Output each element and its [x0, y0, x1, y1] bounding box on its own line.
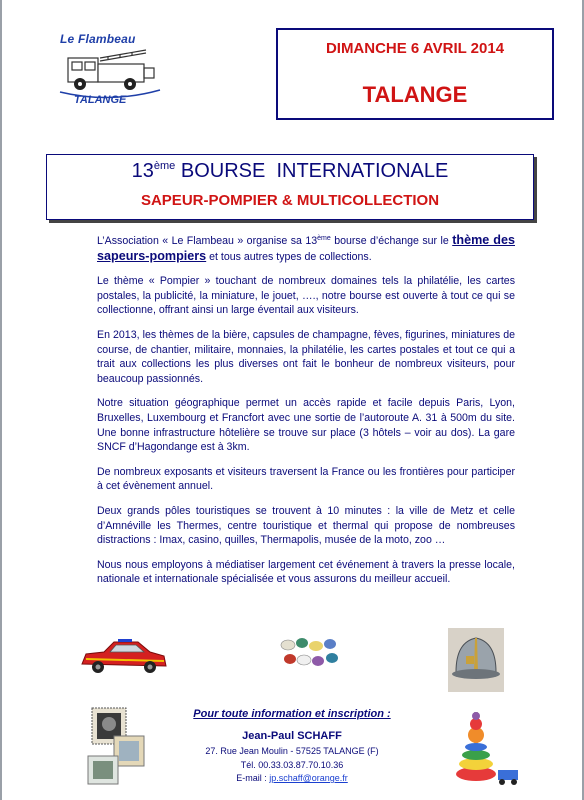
- intro-part-2: bourse d’échange sur le: [330, 235, 453, 247]
- paragraph-media: Nous nous employons à médiatiser largement cet événement à travers la presse locale, nationale et internationale spécialisée et vous assurons du meilleur accueil.: [97, 558, 515, 586]
- logo-top-text: Le Flambeau: [60, 32, 136, 46]
- page-edge-left: [0, 0, 2, 800]
- collectible-feves-icon: [276, 633, 346, 673]
- contact-address: 27. Rue Jean Moulin - 57525 TALANGE (F): [205, 746, 379, 756]
- title-box: [46, 154, 534, 220]
- logo-bottom-text: TALANGE: [74, 94, 127, 106]
- title-superscript: ème: [153, 160, 176, 172]
- intro-part-3: et tous autres types de collections.: [206, 250, 372, 263]
- red-fire-car-model-icon: [78, 634, 170, 678]
- flambeau-logo: [50, 30, 168, 112]
- event-date-box: [276, 28, 554, 120]
- page-title: [47, 160, 533, 183]
- title-rest: BOURSE INTERNATIONALE: [175, 160, 449, 182]
- contact-heading: Pour toute information et inscription :: [193, 708, 391, 720]
- intro-theme: thème des sapeurs-pompiers: [97, 233, 515, 263]
- paragraph-location: Notre situation géographique permet un accès rapide et facile depuis Paris, Lyon, Bruxelles, Luxembourg et Francfort avec une sortie de l’autoroute A. 31 à 500m du site. Une bonne infrastructure hôtelière se trouve sur place (3 hôtels – voir au dos). La gare SNCF d’Hagondange est à 3km.: [97, 397, 515, 454]
- paragraph-exhibitors: De nombreux exposants et visiteurs traversent la France ou les frontières pour participer à cet évènement annuel.: [97, 465, 515, 493]
- fire-helmet-icon: [448, 628, 504, 692]
- title-number: 13: [131, 160, 154, 182]
- intro-superscript: ème: [317, 235, 331, 242]
- contact-name: Jean-Paul SCHAFF: [242, 730, 342, 742]
- email-link[interactable]: jp.schaff@orange.fr: [269, 773, 348, 783]
- contact-phone: Tél. 00.33.03.87.70.10.36: [240, 760, 344, 770]
- intro-part-1: L’Association « Le Flambeau » organise sa 13: [97, 235, 318, 247]
- page-subtitle: SAPEUR-POMPIER & MULTICOLLECTION: [140, 192, 440, 209]
- body-text: [97, 232, 515, 597]
- event-place: TALANGE: [362, 82, 468, 107]
- paragraph-intro: [97, 232, 515, 264]
- paragraph-tourism: Deux grands pôles touristiques se trouvent à 10 minutes : la ville de Metz et celle d’Amnéville les Thermes, centre touristique et thermal qui propose de nombreuses distractions : Imax, casino, quilles, Thermapolis, musée de la moto, zoo …: [97, 504, 515, 547]
- email-label: E-mail :: [236, 773, 270, 783]
- event-date: DIMANCHE 6 AVRIL 2014: [325, 40, 505, 57]
- paragraph-2013: En 2013, les thèmes de la bière, capsules de champagne, fèves, figurines, miniatures de course, de chantier, militaire, monnaies, la philatélie, les cartes postales et tout ce qui a trait aux collections les plus diverses ont fait le bonheur de nombreux visiteurs, pour beaucoup passionnés.: [97, 328, 515, 385]
- paragraph-theme: Le thème « Pompier » touchant de nombreux domaines tels la philatélie, les cartes postales, la publicité, la miniature, le jouet, …., notre bourse est ouverte à tout ce qui se collectionne, offrant ainsi un large éventail aux visiteurs.: [97, 275, 515, 317]
- contact-email-line: [160, 773, 424, 783]
- toy-stack-icon: [448, 708, 522, 792]
